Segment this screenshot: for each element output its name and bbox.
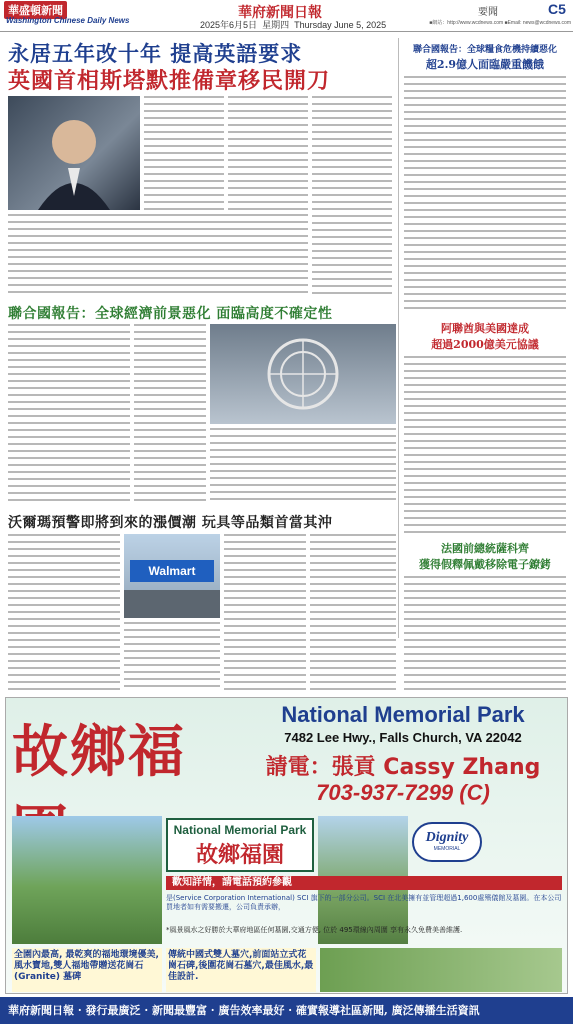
contact-line: ■網站：http://www.wcdnews.com ■Email: news@wcdnews.com [429,20,571,26]
footer-banner: 華府新聞日報 · 發行最廣泛 · 新聞最豐富 · 廣告效率最好 · 確實報導社區新聞, 廣泛傳播生活資訊 [0,997,573,1024]
lead-body-lower [8,214,308,296]
logo-english: Washington Chinese Daily News [6,16,130,25]
dignity-logo: Dignity MEMORIAL [412,822,482,862]
masthead [0,0,573,32]
ad-contact-name: 請電：張貢 Cassy Zhang [265,755,541,780]
page-number: C5 [548,1,566,17]
lead-subheadline: 英國首相斯塔默推備章移民開刀 [8,68,331,94]
ad-photo-bottom [320,948,562,992]
ad-title-en: National Memorial Park [281,702,525,727]
right-headline-2: 阿聯酋與美國達成 [441,322,529,335]
storefront [124,590,220,618]
ad-description: 是(Service Corporation International) SCI 旗下的一部分公司。SCI 在北美擁有並管理超過1,600處殯儀館及墓園。在本公司買地者如有需要搬遷，公司負責承辦， [166,894,562,911]
section-label: 要聞 [478,7,498,18]
right-subheadline-2: 超過2000億美元協議 [431,338,539,351]
starmer-photo [8,96,140,210]
logo: 華盛頓新聞 [4,1,67,19]
right-headline-3: 法國前總統薩科齊 [441,542,529,555]
walmart-photo [124,534,220,618]
un-body-col3 [210,428,396,504]
walmart-sign: Walmart [130,560,214,582]
sign-title-cn: 故鄉福園 [195,842,284,868]
ad-photo-left [12,816,162,944]
portrait-icon [8,96,140,210]
paper-name: 華府新聞日報 [238,5,322,21]
un-body-col1 [8,324,130,504]
sign-title-en: National Memorial Park [173,823,307,837]
walmart-headline: 沃爾瑪預警即將到來的漲價潮 玩具等品類首當其沖 [8,515,333,531]
right-body-1 [404,76,566,312]
un-body-col2 [134,324,206,504]
right-subheadline-1: 超2.9億人面臨嚴重饑餓 [425,58,545,71]
walmart-body-col3 [224,534,306,690]
ad-caption-left: 全園內最高, 最乾爽的福地環境優美, 風水寶地,雙人福地帶贈送花崗石(Granite) 墓碑 [12,948,162,992]
park-sign [166,818,314,872]
lead-headline: 永居五年改十年 提高英語要求 [8,41,303,66]
ad-banner: 歡知詳情，請電話預約參觀 [166,876,562,890]
right-headline-1: 聯合國報告：全球糧食危機持續惡化 [412,45,557,55]
ad-big-title: 故鄉福 [12,719,186,785]
memorial-park-ad [5,697,568,994]
un-economy-headline: 聯合國報告：全球經濟前景惡化 面臨高度不確定性 [8,306,333,322]
un-emblem-icon [210,324,396,424]
ad-address: 7482 Lee Hwy., Falls Church, VA 22042 [284,730,522,745]
walmart-body-col2 [124,622,220,690]
right-body-2 [404,356,566,534]
lead-body-col1 [144,96,224,210]
ad-caption-right: 傳統中國式雙人墓穴,前面站立式花崗石碑,後圍花崗石墓穴,最佳風水,最佳設計. [166,948,316,992]
walmart-body-col1 [8,534,120,690]
lead-body-col3 [312,96,392,296]
lead-body-col2 [228,96,308,210]
dateline: 2025年6月5日 星期四 Thursday June 5, 2025 [200,20,387,30]
right-subheadline-3: 獲得假釋佩戴移除電子鐐銬 [419,558,551,571]
ad-phone: 703-937-7299 (C) [316,780,490,805]
right-body-3 [404,576,566,690]
walmart-body-col4 [310,534,396,690]
un-photo [210,324,396,424]
ad-description-2: *風景風水之好勝於大華府地區任何墓園,交通方便, 位於 495環線內周圍 享有永久免費美善維護. [166,926,463,934]
